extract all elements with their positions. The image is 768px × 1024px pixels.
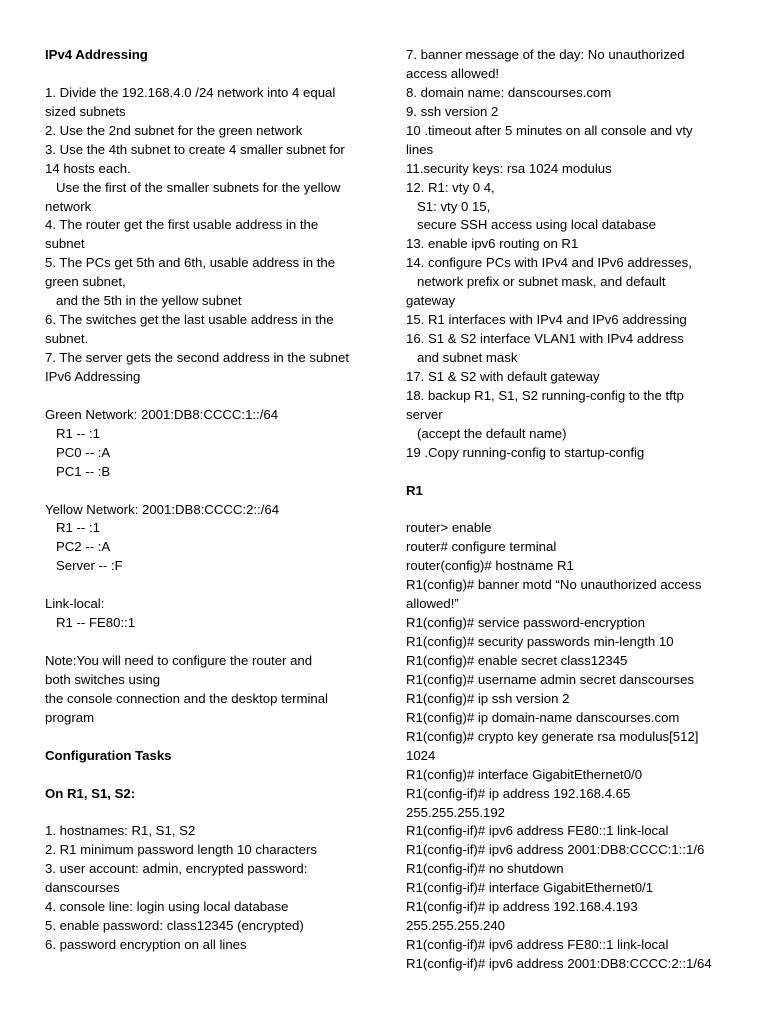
- text-line: router(config)# hostname R1: [406, 558, 574, 574]
- text-line: secure SSH access using local database: [406, 217, 656, 233]
- text-line: 255.255.255.192: [406, 804, 506, 820]
- text-line: [45, 576, 390, 595]
- text-line: 255.255.255.240: [406, 918, 506, 934]
- text-line: [45, 728, 390, 747]
- text-line: 18. backup R1, S1, S2 running-config to the tftp: [406, 387, 684, 403]
- text-line: 13. enable ipv6 routing on R1: [406, 236, 579, 252]
- text-line: [45, 482, 390, 501]
- text-line: the console connection and the desktop terminal: [45, 690, 328, 706]
- text-line: 7. The server gets the second address in the subnet: [45, 350, 349, 365]
- text-line: 7. banner message of the day: No unauthorized: [406, 47, 685, 62]
- right-column: [406, 46, 756, 974]
- text-line: 16. S1 & S2 interface VLAN1 with IPv4 address: [406, 331, 684, 347]
- left-column: [45, 46, 390, 955]
- text-line: server: [406, 406, 443, 422]
- text-line: network prefix or subnet mask, and default: [406, 274, 666, 290]
- text-line: 15. R1 interfaces with IPv4 and IPv6 addressing: [406, 312, 687, 328]
- section-heading: R1: [406, 482, 423, 498]
- text-line: both switches using: [45, 671, 161, 687]
- text-line: 2. Use the 2nd subnet for the green network: [45, 122, 303, 138]
- text-line: R1(config-if)# interface GigabitEthernet0/1: [406, 880, 654, 896]
- text-line: [45, 65, 390, 84]
- text-line: R1(config)# ip domain-name danscourses.com: [406, 709, 680, 725]
- text-line: 3. Use the 4th subnet to create 4 smaller subnet for: [45, 141, 345, 157]
- text-line: subnet.: [45, 331, 89, 347]
- text-line: R1(config-if)# ipv6 address 2001:DB8:CCCC:1::1/6: [406, 842, 705, 858]
- text-line: R1(config)# service password-encryption: [406, 615, 645, 631]
- text-line: PC2 -- :A: [45, 539, 111, 555]
- text-line: R1(config)# banner motd “No unauthorized access: [406, 577, 702, 593]
- section-heading: On R1, S1, S2:: [45, 785, 136, 801]
- text-line: R1 -- :1: [45, 520, 100, 536]
- text-line: Link-local:: [45, 596, 105, 612]
- text-line: and subnet mask: [406, 350, 518, 365]
- text-line: [45, 387, 390, 406]
- text-line: R1(config-if)# ipv6 address 2001:DB8:CCCC:2::1/64: [406, 956, 712, 971]
- text-line: PC1 -- :B: [45, 463, 111, 479]
- text-line: [406, 501, 756, 520]
- text-line: Note:You will need to configure the router and: [45, 653, 313, 668]
- text-line: access allowed!: [406, 65, 500, 81]
- section-heading: Configuration Tasks: [45, 747, 172, 763]
- text-line: R1(config-if)# ip address 192.168.4.65: [406, 785, 631, 801]
- text-line: 6. password encryption on all lines: [45, 937, 247, 953]
- text-line: 10 .timeout after 5 minutes on all console and vty: [406, 122, 693, 138]
- text-line: 1. hostnames: R1, S1, S2: [45, 823, 196, 839]
- text-line: 9. ssh version 2: [406, 103, 499, 119]
- text-line: R1(config)# security passwords min-length 10: [406, 634, 674, 650]
- text-line: R1(config-if)# ipv6 address FE80::1 link-local: [406, 937, 669, 953]
- text-line: 17. S1 & S2 with default gateway: [406, 368, 600, 384]
- text-line: network: [45, 198, 92, 214]
- text-line: [45, 633, 390, 652]
- text-line: R1(config)# username admin secret danscourses: [406, 671, 695, 687]
- text-line: [45, 766, 390, 785]
- text-line: R1(config-if)# no shutdown: [406, 861, 564, 877]
- text-line: R1(config)# enable secret class12345: [406, 653, 628, 668]
- text-line: [406, 463, 756, 482]
- text-line: R1(config)# crypto key generate rsa modulus[512]: [406, 728, 699, 744]
- text-line: 8. domain name: danscourses.com: [406, 84, 612, 100]
- text-line: 3. user account: admin, encrypted password:: [45, 861, 308, 877]
- text-line: Yellow Network: 2001:DB8:CCCC:2::/64: [45, 501, 280, 517]
- text-line: 2. R1 minimum password length 10 characters: [45, 842, 317, 858]
- text-line: R1(config)# interface GigabitEthernet0/0: [406, 766, 643, 782]
- text-line: PC0 -- :A: [45, 444, 111, 460]
- text-line: 14. configure PCs with IPv4 and IPv6 addresses,: [406, 255, 692, 271]
- text-line: green subnet,: [45, 274, 126, 290]
- text-line: S1: vty 0 15,: [406, 198, 491, 214]
- text-line: R1(config-if)# ipv6 address FE80::1 link-local: [406, 823, 669, 839]
- text-line: gateway: [406, 293, 456, 309]
- text-line: subnet: [45, 236, 85, 252]
- text-line: [45, 804, 390, 823]
- text-line: 4. console line: login using local database: [45, 899, 289, 915]
- text-line: (accept the default name): [406, 425, 567, 441]
- text-line: 4. The router get the first usable address in the: [45, 217, 319, 233]
- text-line: 5. enable password: class12345 (encrypted): [45, 918, 304, 934]
- text-line: router> enable: [406, 520, 492, 536]
- text-line: router# configure terminal: [406, 539, 557, 555]
- text-line: 12. R1: vty 0 4,: [406, 179, 495, 195]
- text-line: program: [45, 709, 95, 725]
- text-line: sized subnets: [45, 103, 126, 119]
- text-line: IPv6 Addressing: [45, 368, 141, 384]
- text-line: R1(config-if)# ip address 192.168.4.193: [406, 899, 638, 915]
- text-line: 6. The switches get the last usable address in the: [45, 312, 334, 328]
- text-line: 19 .Copy running-config to startup-config: [406, 444, 645, 460]
- text-line: Server -- :F: [45, 558, 123, 574]
- text-line: 5. The PCs get 5th and 6th, usable address in the: [45, 255, 336, 271]
- text-line: and the 5th in the yellow subnet: [45, 293, 242, 309]
- text-line: R1 -- FE80::1: [45, 615, 136, 631]
- text-line: 1024: [406, 747, 436, 763]
- text-line: Green Network: 2001:DB8:CCCC:1::/64: [45, 406, 279, 422]
- section-heading: IPv4 Addressing: [45, 47, 148, 62]
- text-line: lines: [406, 141, 434, 157]
- text-line: 11.security keys: rsa 1024 modulus: [406, 160, 612, 176]
- text-line: allowed!”: [406, 596, 459, 612]
- text-line: danscourses: [45, 880, 120, 896]
- text-line: 1. Divide the 192.168.4.0 /24 network into 4 equal: [45, 84, 336, 100]
- text-line: R1 -- :1: [45, 425, 100, 441]
- text-line: R1(config)# ip ssh version 2: [406, 690, 570, 706]
- text-line: 14 hosts each.: [45, 160, 131, 176]
- text-line: Use the first of the smaller subnets for the yellow: [45, 179, 341, 195]
